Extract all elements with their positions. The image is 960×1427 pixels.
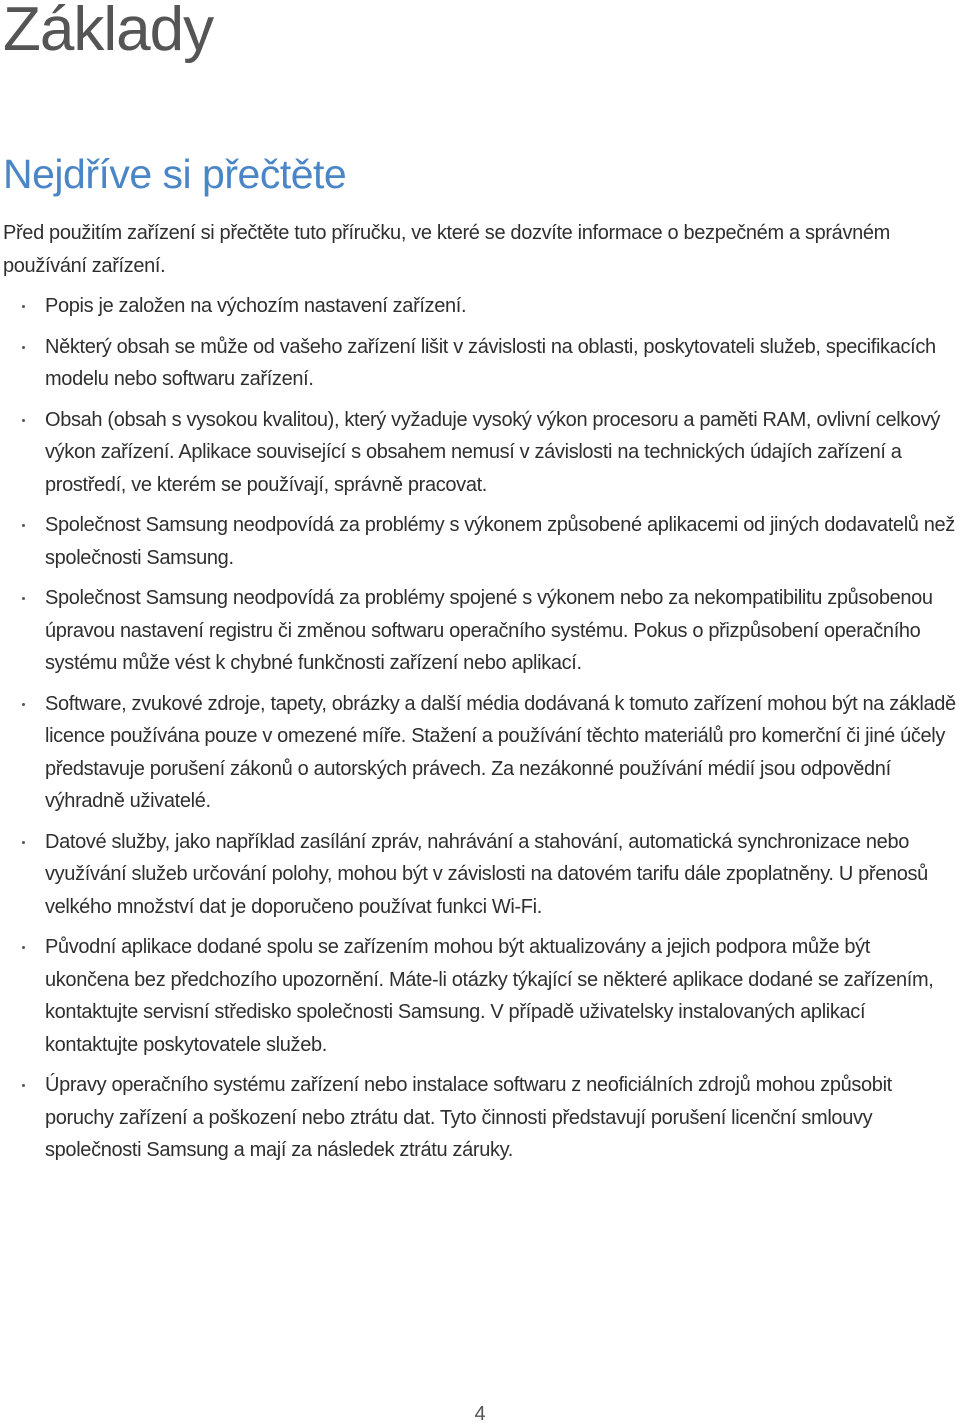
bullet-text: Společnost Samsung neodpovídá za problémy s výkonem způsobené aplikacemi od jiných dodavatelů než společnosti Samsung. bbox=[45, 514, 955, 569]
bullet-list bbox=[3, 290, 958, 1167]
bullet-text: Některý obsah se může od vašeho zařízení lišit v závislosti na oblasti, poskytovateli služeb, specifikacích modelu nebo softwaru zařízení. bbox=[45, 335, 936, 390]
bullet-dot-icon bbox=[22, 305, 25, 308]
content-body bbox=[3, 217, 958, 1175]
bullet-text: Datové služby, jako například zasílání zpráv, nahrávání a stahování, automatická synchronizace nebo využívání služeb určování polohy, mohou být v závislosti na datovém tarifu dále zpoplatněny. U přenosů velkého množství dat je doporučeno používat funkci Wi-Fi. bbox=[45, 830, 928, 918]
bullet-text: Popis je založen na výchozím nastavení zařízení. bbox=[45, 295, 467, 317]
bullet-item bbox=[3, 331, 958, 396]
bullet-dot-icon bbox=[22, 419, 25, 422]
bullet-dot-icon bbox=[22, 524, 25, 527]
bullet-item bbox=[3, 509, 958, 574]
bullet-dot-icon bbox=[22, 703, 25, 706]
bullet-item bbox=[3, 1069, 958, 1167]
section-title: Nejdříve si přečtěte bbox=[3, 151, 347, 197]
intro-paragraph: Před použitím zařízení si přečtěte tuto příručku, ve které se dozvíte informace o bezpečném a správném používání zařízení. bbox=[3, 222, 890, 277]
bullet-item bbox=[3, 688, 958, 818]
page-heading: Základy bbox=[3, 0, 214, 64]
bullet-dot-icon bbox=[22, 1084, 25, 1087]
bullet-text: Původní aplikace dodané spolu se zařízením mohou být aktualizovány a jejich podpora může být ukončena bez předchozího upozornění. Máte-li otázky týkající se některé aplikace dodané se zařízením, kontaktujte servisní středisko společnosti Samsung. V případě uživatelsky instalovaných aplikací kontaktujte poskytovatele služeb. bbox=[45, 936, 934, 1056]
bullet-text: Úpravy operačního systému zařízení nebo instalace softwaru z neoficiálních zdrojů mohou způsobit poruchy zařízení a poškození nebo ztrátu dat. Tyto činnosti představují porušení licenční smlouvy společnosti Samsung a mají za následek ztrátu záruky. bbox=[45, 1074, 892, 1161]
bullet-text: Společnost Samsung neodpovídá za problémy spojené s výkonem nebo za nekompatibilitu způsobenou úpravou nastavení registru či změnou softwaru operačního systému. Pokus o přizpůsobení operačního systému může vést k chybné funkčnosti zařízení nebo aplikací. bbox=[45, 587, 933, 674]
bullet-text: Software, zvukové zdroje, tapety, obrázky a další média dodávaná k tomuto zařízení mohou být na základě licence používána pouze v omezené míře. Stažení a používání těchto materiálů pro komerční či jiné účely představuje porušení zákonů o autorských právech. Za nezákonné používání médií jsou odpovědní výhradně uživatelé. bbox=[45, 692, 956, 812]
page-number: 4 bbox=[474, 1403, 486, 1425]
bullet-item bbox=[3, 582, 958, 680]
bullet-dot-icon bbox=[22, 597, 25, 600]
bullet-dot-icon bbox=[22, 346, 25, 349]
bullet-item bbox=[3, 931, 958, 1061]
bullet-text: Obsah (obsah s vysokou kvalitou), který vyžaduje vysoký výkon procesoru a paměti RAM, ovlivní celkový výkon zařízení. Aplikace související s obsahem nemusí v závislosti na technických údajích zařízení a prostředí, ve kterém se používají, správně pracovat. bbox=[45, 408, 941, 496]
bullet-item bbox=[3, 404, 958, 502]
bullet-item bbox=[3, 826, 958, 924]
bullet-item bbox=[3, 290, 958, 323]
bullet-dot-icon bbox=[22, 841, 25, 844]
bullet-dot-icon bbox=[22, 946, 25, 949]
